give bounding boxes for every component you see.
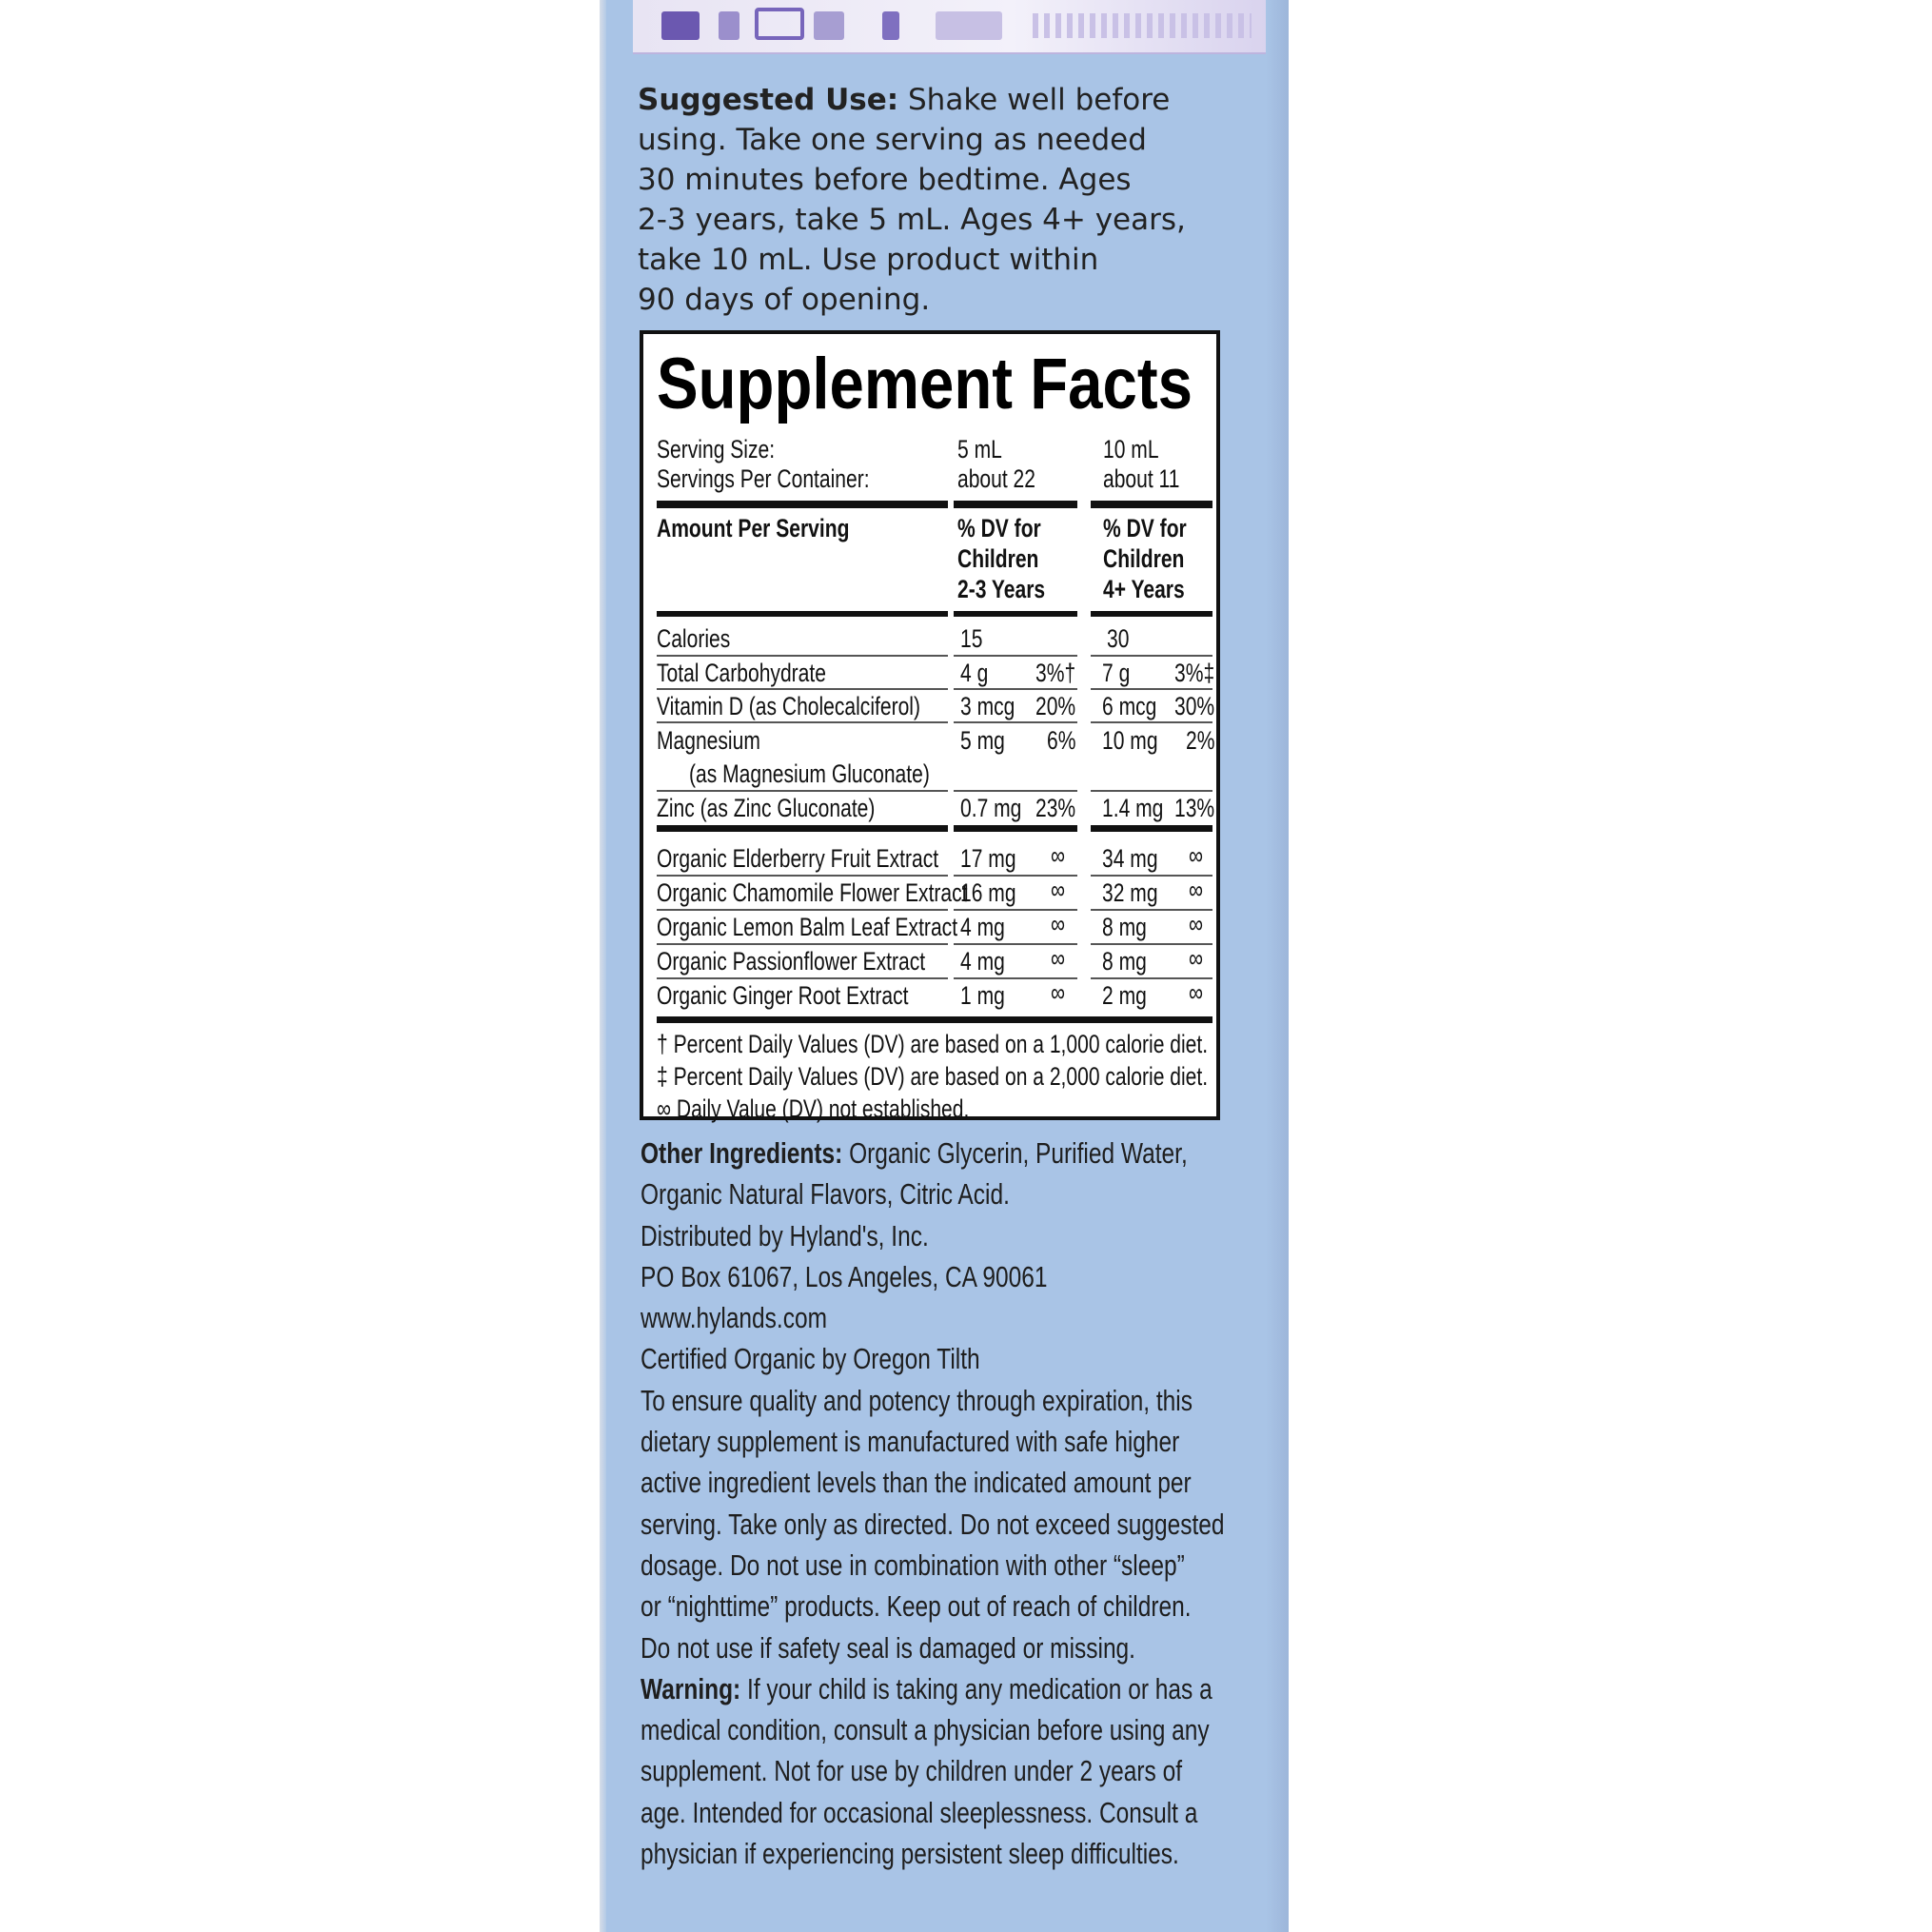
suggested-use-line: 90 days of opening.: [638, 283, 931, 317]
nutrient-name: Total Carbohydrate: [657, 659, 826, 687]
supplement-facts-panel: [640, 330, 1220, 1123]
col1-amount: 3 mcg: [960, 692, 1015, 720]
warning-text: supplement. Not for use by children under 2 years of: [641, 1754, 1183, 1788]
thick-rule: [954, 501, 1077, 508]
col1-dv: 6%: [1047, 726, 1076, 755]
serving-size-label: Serving Size:: [657, 435, 776, 463]
nutrient-name: Vitamin D (as Cholecalciferol): [657, 692, 921, 720]
row-divider: [954, 655, 1077, 657]
nutrient-name: Calories: [657, 624, 731, 653]
nutrient-name: Magnesium: [657, 726, 760, 755]
certification-text: Certified Organic by Oregon Tilth: [641, 1342, 980, 1376]
row-divider: [954, 721, 1077, 723]
row-divider: [657, 943, 948, 945]
col2-dv: 30%: [1174, 692, 1215, 720]
col1-dv: ∞: [1051, 876, 1066, 904]
col2-dv: 13%: [1174, 794, 1215, 822]
nutrient-name: Zinc (as Zinc Gluconate): [657, 794, 876, 822]
label-fine-print: [641, 1133, 1269, 1874]
col2-header-line: 4+ Years: [1103, 575, 1185, 603]
col2-amount: 34 mg: [1102, 844, 1158, 873]
suggested-use-line: 30 minutes before bedtime. Ages: [638, 163, 1132, 197]
warning-text: medical condition, consult a physician before using any: [641, 1713, 1210, 1747]
flap-glyph-icon: [936, 11, 1002, 40]
warning-text: If your child is taking any medication or has a: [740, 1671, 1212, 1705]
suggested-use-line: Shake well before: [898, 83, 1171, 117]
medium-rule: [1091, 611, 1212, 617]
col1-dv: 3%†: [1035, 659, 1076, 687]
servings-per-container-label: Servings Per Container:: [657, 464, 870, 493]
suggested-use-label: Suggested Use:: [638, 83, 899, 117]
quality-text: active ingredient levels than the indicated amount per: [641, 1466, 1192, 1500]
footnote-dagger: † Percent Daily Values (DV) are based on a 1,000 calorie diet.: [657, 1030, 1209, 1058]
col2-servings: about 11: [1103, 464, 1180, 493]
suggested-use-line: using. Take one serving as needed: [638, 123, 1147, 157]
flap-badge-icon: [755, 8, 804, 40]
flap-glyph-icon: [719, 11, 739, 40]
suggested-use-line: 2-3 years, take 5 mL. Ages 4+ years,: [638, 203, 1186, 237]
extract-name: Organic Elderberry Fruit Extract: [657, 844, 939, 873]
col2-amount: 8 mg: [1102, 913, 1147, 941]
thick-rule: [657, 501, 948, 508]
col1-dv: ∞: [1051, 910, 1066, 938]
other-ingredients-text: Organic Glycerin, Purified Water,: [842, 1136, 1188, 1170]
row-divider: [657, 977, 948, 979]
thick-rule: [657, 1016, 1212, 1023]
distributor-address: PO Box 61067, Los Angeles, CA 90061: [641, 1259, 1048, 1293]
website-text: www.hylands.com: [641, 1301, 827, 1335]
col2-dv: 2%: [1186, 726, 1215, 755]
col2-amount: 30: [1107, 624, 1130, 653]
col2-amount: 10 mg: [1102, 726, 1158, 755]
row-divider: [657, 688, 948, 690]
medium-rule: [954, 611, 1077, 617]
col2-dv: 3%‡: [1174, 659, 1215, 687]
package-top-flap: [633, 0, 1266, 54]
col2-amount: 8 mg: [1102, 947, 1147, 976]
row-divider: [954, 688, 1077, 690]
medium-rule: [1091, 825, 1212, 832]
col2-dv: ∞: [1189, 910, 1204, 938]
col1-amount: 0.7 mg: [960, 794, 1022, 822]
row-divider: [954, 790, 1077, 792]
col2-amount: 32 mg: [1102, 878, 1158, 907]
quality-text: serving. Take only as directed. Do not exceed suggested: [641, 1507, 1225, 1541]
footnote-infinity: ∞ Daily Value (DV) not established.: [657, 1094, 970, 1123]
suggested-use: [638, 80, 1256, 320]
col1-amount: 4 g: [960, 659, 989, 687]
col1-dv: 20%: [1035, 692, 1076, 720]
flap-glyph-icon: [882, 11, 899, 40]
other-ingredients-text: Organic Natural Flavors, Citric Acid.: [641, 1177, 1010, 1212]
col2-header-line: Children: [1103, 544, 1185, 573]
col1-dv: ∞: [1051, 978, 1066, 1007]
extract-name: Organic Chamomile Flower Extract: [657, 878, 968, 907]
extract-name: Organic Ginger Root Extract: [657, 981, 909, 1010]
row-divider: [1091, 655, 1212, 657]
col1-amount: 4 mg: [960, 947, 1005, 976]
col1-servings: about 22: [957, 464, 1035, 493]
quality-text: or “nighttime” products. Keep out of reach of children.: [641, 1589, 1192, 1624]
col2-amount: 7 g: [1102, 659, 1131, 687]
col1-amount: 4 mg: [960, 913, 1005, 941]
medium-rule: [657, 611, 948, 617]
nutrient-subname: (as Magnesium Gluconate): [689, 759, 930, 788]
warning-text: physician if experiencing persistent sleep difficulties.: [641, 1837, 1179, 1871]
suggested-use-line: take 10 mL. Use product within: [638, 243, 1099, 277]
col1-header-line: Children: [957, 544, 1039, 573]
amount-per-serving-header: Amount Per Serving: [657, 514, 850, 542]
col1-amount: 17 mg: [960, 844, 1016, 873]
distributor: Distributed by Hyland's, Inc.: [641, 1218, 929, 1252]
row-divider: [1091, 688, 1212, 690]
quality-text: dietary supplement is manufactured with safe higher: [641, 1425, 1180, 1459]
col2-amount: 2 mg: [1102, 981, 1147, 1010]
medium-rule: [657, 825, 948, 832]
quality-text: Do not use if safety seal is damaged or missing.: [641, 1630, 1135, 1665]
col2-header-line: % DV for: [1103, 514, 1187, 542]
row-divider: [1091, 790, 1212, 792]
warning-text: age. Intended for occasional sleeplessness. Consult a: [641, 1795, 1198, 1829]
col1-amount: 5 mg: [960, 726, 1005, 755]
row-divider: [657, 909, 948, 911]
col1-amount: 1 mg: [960, 981, 1005, 1010]
extract-name: Organic Passionflower Extract: [657, 947, 926, 976]
row-divider: [657, 655, 948, 657]
row-divider: [657, 875, 948, 877]
col2-dv: ∞: [1189, 944, 1204, 973]
supplement-facts-title: Supplement Facts: [657, 344, 1193, 424]
col1-serving-size: 5 mL: [957, 435, 1002, 463]
medium-rule: [954, 825, 1077, 832]
footnote-double-dagger: ‡ Percent Daily Values (DV) are based on a 2,000 calorie diet.: [657, 1062, 1209, 1091]
warning-label: Warning:: [641, 1671, 741, 1705]
quality-text: To ensure quality and potency through expiration, this: [641, 1383, 1193, 1417]
col1-dv: ∞: [1051, 944, 1066, 973]
flap-glyph-icon: [814, 11, 844, 40]
flap-pattern: [1033, 13, 1252, 38]
col2-dv: ∞: [1189, 876, 1204, 904]
col2-amount: 1.4 mg: [1102, 794, 1164, 822]
row-divider: [1091, 721, 1212, 723]
row-divider: [657, 790, 948, 792]
box-edge-right: [1266, 0, 1289, 1932]
col1-header-line: 2-3 Years: [957, 575, 1046, 603]
col2-dv: ∞: [1189, 841, 1204, 870]
brand-mark-icon: [661, 11, 700, 40]
col2-serving-size: 10 mL: [1103, 435, 1159, 463]
extract-name: Organic Lemon Balm Leaf Extract: [657, 913, 958, 941]
col1-dv: 23%: [1035, 794, 1076, 822]
col1-amount: 16 mg: [960, 878, 1016, 907]
col1-dv: ∞: [1051, 841, 1066, 870]
col1-amount: 15: [960, 624, 983, 653]
quality-text: dosage. Do not use in combination with other “sleep”: [641, 1548, 1185, 1582]
col2-dv: ∞: [1189, 978, 1204, 1007]
row-divider: [657, 721, 948, 723]
col1-header-line: % DV for: [957, 514, 1041, 542]
thick-rule: [1091, 501, 1212, 508]
col2-amount: 6 mcg: [1102, 692, 1157, 720]
other-ingredients-label: Other Ingredients:: [641, 1136, 843, 1170]
